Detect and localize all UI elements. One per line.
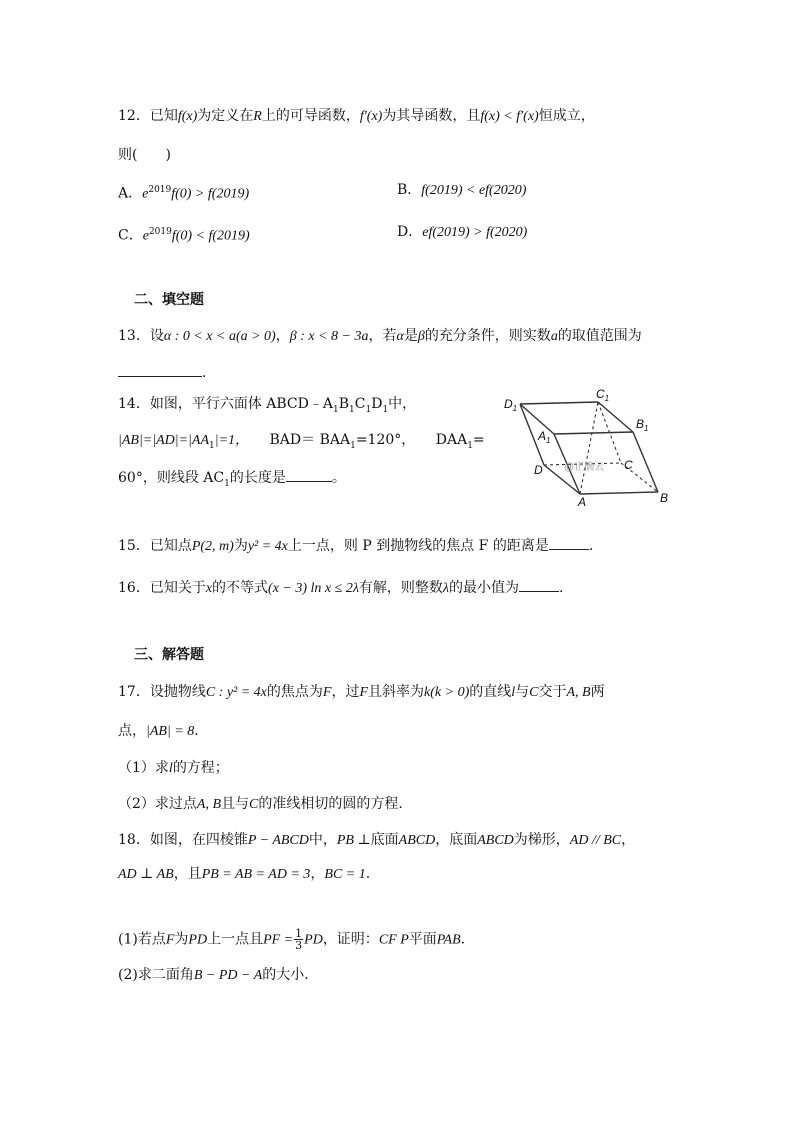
text: 为	[233, 538, 248, 554]
math-curve: y² = 4x	[247, 539, 288, 554]
math-equal-lengths: PB = AB = AD = 3	[201, 867, 311, 882]
math-F: F	[322, 685, 332, 700]
text: 的准线相切的圆的方程.	[258, 796, 403, 812]
fraction-one-third	[294, 928, 303, 951]
text: BAD＝ BAA	[269, 432, 351, 448]
math-AB: A, B	[566, 685, 591, 700]
text: .	[588, 538, 594, 554]
text: 。	[331, 470, 346, 486]
math-lambda: λ	[442, 581, 449, 596]
text: .	[460, 931, 466, 948]
edge-b1a1	[554, 432, 633, 434]
math-expr: f(0) > f(2019)	[171, 186, 250, 202]
math-CF: CF P	[378, 932, 409, 948]
math-l: l	[511, 685, 516, 700]
math-absAB: |AB| = 8	[146, 724, 195, 739]
text: 的焦点为	[266, 684, 323, 700]
text: 是	[403, 328, 418, 344]
text: =	[472, 432, 485, 448]
text: ，	[621, 832, 636, 848]
math-x: x	[205, 581, 213, 596]
label-subscript: 1	[604, 394, 610, 403]
q12-option-d	[397, 222, 527, 243]
q16-stem	[118, 577, 563, 599]
label-letter: C	[596, 388, 605, 401]
math-alpha: α	[396, 329, 404, 344]
math-beta: β	[417, 329, 425, 344]
label-a1	[537, 429, 550, 445]
text: ，若	[368, 328, 397, 344]
math-C: C	[249, 797, 259, 812]
q18-stem-line2	[118, 864, 370, 885]
text: B	[338, 396, 350, 412]
exponent: 2019	[148, 227, 172, 237]
answer-blank[interactable]	[549, 535, 589, 550]
text: ，过	[331, 684, 360, 700]
math-alpha: α : 0 < x < a(a > 0)	[163, 329, 276, 344]
math-F: F	[359, 685, 369, 700]
text: DAA	[435, 432, 468, 448]
text: 且与	[221, 796, 250, 812]
text: 12．已知	[118, 108, 178, 124]
numerator: 1	[295, 927, 303, 940]
answer-blank[interactable]	[118, 362, 202, 377]
section-solutions-title: 三、解答题	[134, 647, 204, 663]
label-c: C	[624, 458, 633, 472]
text: 底面	[370, 832, 399, 848]
math-PD: PD	[188, 932, 208, 948]
q12-option-c	[118, 222, 250, 247]
q18-part2	[118, 965, 309, 986]
text: 且斜率为	[368, 684, 425, 700]
text: （1）求	[118, 760, 169, 776]
q12-option-b	[397, 180, 526, 201]
text: 有解，则整数	[358, 580, 443, 596]
text: 恒成立，	[538, 108, 595, 124]
label-letter: A	[538, 429, 547, 443]
text: 的长度是	[229, 470, 286, 486]
label-subscript: 1	[644, 424, 649, 433]
text: 上的可导函数，	[261, 108, 360, 124]
watermark-text: @正确云	[564, 462, 605, 473]
math-perp: AD ⊥ AB	[118, 867, 174, 882]
subscript: 1	[382, 404, 389, 415]
math-abcd: ABCD	[398, 833, 436, 848]
subscript: 1	[349, 404, 355, 415]
label-letter: D	[504, 397, 513, 411]
math-e: e	[142, 228, 149, 244]
q14-stem-line2	[118, 430, 485, 456]
option-label: C．	[118, 227, 143, 244]
answer-blank[interactable]	[519, 577, 559, 592]
q14-stem-line1	[118, 394, 416, 420]
math-bc: BC = 1	[324, 867, 366, 882]
text: 16．已知关于	[118, 580, 206, 596]
text: 两	[590, 684, 605, 700]
denominator: 3	[295, 939, 303, 952]
text: 14．如图，平行六面体 ABCD﹣A	[118, 396, 333, 412]
text: ，底面	[435, 832, 478, 848]
text: ，	[275, 328, 290, 344]
math-expr: ef(2019) > f(2020)	[422, 225, 528, 240]
text: =120°，	[355, 432, 416, 448]
math-expr: f(0) < f(2019)	[171, 228, 250, 244]
math-lengths: |=1，	[214, 433, 250, 448]
math-l: l	[168, 761, 173, 776]
math-F: F	[165, 932, 175, 948]
math-PD: PD	[304, 932, 323, 948]
math-fx: f(x)	[177, 109, 198, 124]
q17-part1	[118, 758, 229, 779]
math-abcd: ABCD	[477, 833, 514, 848]
text: 的最小值为	[448, 580, 519, 596]
q17-stem-line1	[118, 682, 605, 703]
label-c1	[596, 388, 609, 403]
text: 的方程；	[172, 760, 229, 776]
math-a: a	[550, 329, 558, 344]
label-subscript: 1	[512, 404, 518, 413]
text: 与	[515, 684, 530, 700]
edge-d1c1	[520, 402, 598, 404]
text: 为定义在	[197, 108, 254, 124]
q18-part1	[118, 928, 465, 951]
label-b1	[636, 417, 648, 433]
q15-stem	[118, 535, 593, 557]
text: 上一点且	[207, 931, 264, 948]
label-letter: B	[636, 417, 645, 431]
subscript: 1	[224, 478, 230, 489]
math-lengths: |AB|=|AD|=|AA	[118, 433, 210, 448]
math-fpx: f′(x)	[359, 109, 383, 124]
text: (1)若点	[118, 931, 166, 948]
text: （2）求过点	[118, 796, 197, 812]
text: 点，	[118, 723, 146, 739]
math-point: P(2, m)	[191, 539, 234, 554]
text: 18．如图，在四棱锥	[118, 832, 248, 848]
subscript: 1	[365, 404, 372, 415]
text: 的大小.	[262, 967, 309, 983]
text: 13．设	[118, 328, 164, 344]
q12-stem-line2: 则( )	[118, 147, 171, 163]
text: 60°，则线段 AC	[118, 470, 225, 486]
text: 的不等式	[212, 580, 269, 596]
q17-part2	[118, 794, 403, 815]
math-e: e	[142, 186, 149, 202]
q17-stem-line2	[118, 721, 199, 742]
q12-option-a	[118, 180, 249, 205]
text: .	[194, 723, 199, 739]
label-d: D	[534, 463, 543, 477]
subscript: 1	[350, 440, 356, 451]
text: 15．已知点	[118, 538, 192, 554]
exponent: 2019	[148, 185, 172, 195]
text: 17．设抛物线	[118, 684, 206, 700]
q12-stem-line1	[118, 106, 595, 127]
text: .	[558, 580, 564, 596]
math-AB: A, B	[196, 797, 222, 812]
q13-stem	[118, 326, 642, 347]
section-fill-in-title: 二、填空题	[134, 292, 204, 308]
math-dihedral: B − PD − A	[193, 968, 263, 983]
parallelepiped-figure	[500, 388, 680, 508]
math-expr: f(2019) < ef(2020)	[421, 183, 527, 198]
q18-stem-line1	[118, 830, 635, 851]
math-ineq: (x − 3) ln x ≤ 2λ	[268, 581, 359, 596]
text: 平面	[408, 931, 437, 948]
q13-answer-blank[interactable]	[118, 362, 206, 383]
math-R: R	[253, 109, 262, 124]
label-a: A	[578, 495, 587, 508]
edge-a1d1	[520, 404, 554, 434]
option-label: B．	[397, 182, 422, 198]
text: 为其导函数，且	[382, 108, 481, 124]
diagonal-ac1	[580, 402, 598, 494]
text: 为梯形，	[513, 832, 570, 848]
text: 的直线	[469, 684, 512, 700]
text: 的取值范围为	[557, 328, 642, 344]
math-k: k(k > 0)	[424, 685, 470, 700]
edge-c1b1	[598, 402, 633, 432]
subscript: 1	[467, 440, 473, 451]
math-curve: C : y² = 4x	[205, 685, 267, 700]
edge-ab	[580, 492, 658, 494]
text: .	[202, 365, 207, 381]
text: ，且	[173, 866, 202, 882]
math-C: C	[529, 685, 539, 700]
text: 交于	[538, 684, 567, 700]
text: D	[371, 396, 383, 412]
math-ineq: f(x) < f′(x)	[480, 109, 539, 124]
math-parallel: AD // BC	[569, 833, 622, 848]
math-beta: β : x < 8 − 3a	[289, 329, 369, 344]
text: 为	[174, 931, 189, 948]
text: C	[354, 396, 366, 412]
text: (2)求二面角	[118, 967, 194, 983]
option-label: A．	[118, 185, 143, 202]
label-subscript: 1	[546, 436, 551, 445]
subscript: 1	[332, 404, 339, 415]
text: .	[365, 866, 371, 882]
label-b: B	[660, 491, 669, 505]
text: 中，	[388, 396, 417, 412]
edge-b1b	[633, 432, 658, 492]
math-perp: PB ⊥	[336, 833, 371, 848]
math-PAB: PAB	[436, 932, 461, 948]
answer-blank[interactable]	[286, 467, 332, 482]
text: 的充分条件，则实数	[424, 328, 551, 344]
text: ，证明：	[322, 931, 379, 948]
label-d1	[504, 397, 517, 413]
subscript: 1	[209, 440, 215, 451]
text: 中，	[308, 832, 337, 848]
text: ，	[310, 866, 325, 882]
math-pyramid: P − ABCD	[247, 833, 309, 848]
q14-stem-line3	[118, 467, 346, 494]
math-PF: PF =	[263, 932, 294, 948]
text: 上一点，则 P 到抛物线的焦点 F 的距离是	[287, 538, 549, 554]
option-label: D．	[397, 224, 423, 240]
